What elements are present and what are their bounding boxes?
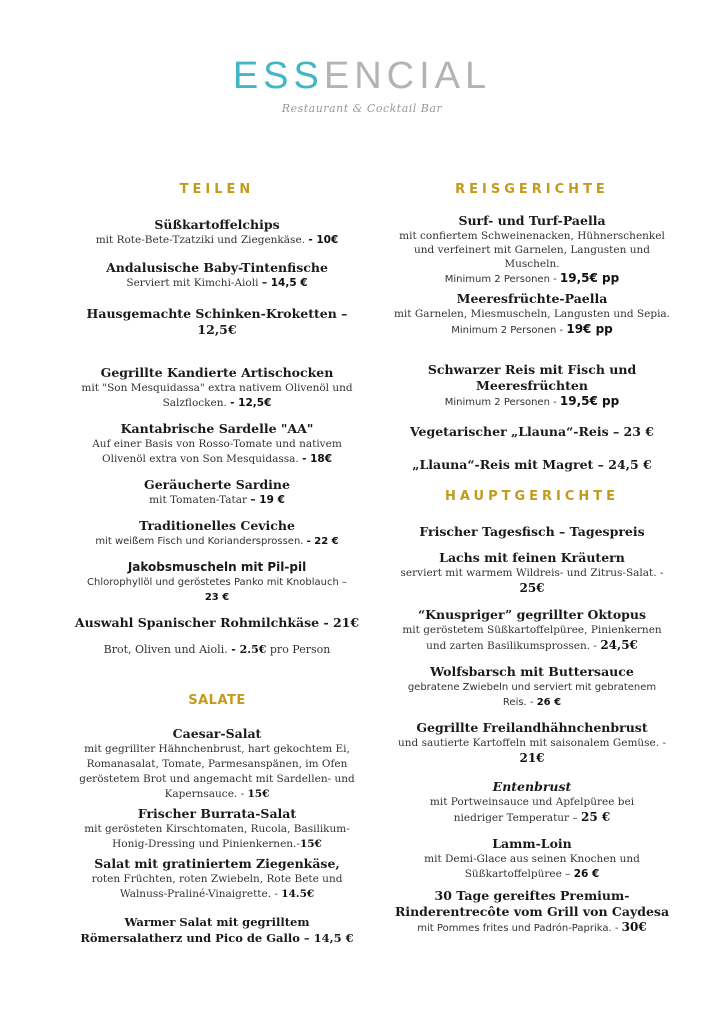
item-desc	[72, 233, 362, 248]
item-price: – 14,5 €	[261, 277, 308, 289]
item-name: Entenbrust	[492, 779, 572, 794]
item-name: Vegetarischer „Llauna“-Reis – 23 €	[409, 424, 655, 439]
item-name: Gegrillte Kandierte Artischocken	[100, 365, 334, 380]
item-name: Hausgemachte Schinken-Kroketten – 12,5€	[86, 306, 348, 337]
item-desc	[72, 276, 362, 291]
menu-item	[72, 260, 362, 291]
menu-item	[388, 524, 676, 540]
item-desc	[72, 437, 362, 467]
item-desc-text: mit geröstetem Süßkartoffelpüree, Pinienkernen und zarten Basilikumsprossen. -	[402, 624, 662, 652]
section-title-hauptgerichte: HAUPTGERICHTE	[444, 489, 620, 504]
item-price: 14.5€	[281, 888, 315, 900]
item-price: - 22 €	[306, 536, 339, 547]
item-desc-text: mit gerösteten Kirschtomaten, Rucola, Basilikum-Honig-Dressing und Pinienkernen.-	[84, 823, 350, 850]
right-column	[388, 182, 676, 936]
item-name: Surf- und Turf-Paella	[458, 213, 606, 228]
min-persons-text: Minimum 2 Personen -	[444, 274, 557, 285]
item-name: Auswahl Spanischer Rohmilchkäse - 21€	[74, 615, 360, 630]
menu-item	[72, 306, 362, 338]
menu-item	[72, 559, 362, 605]
min-persons-text: Minimum 2 Personen -	[444, 397, 557, 408]
menu-item	[388, 888, 676, 936]
item-desc-text: roten Früchten, roten Zwiebeln, Rote Bete und Walnuss-Praliné-Vinaigrette. -	[91, 873, 343, 900]
item-price: 26 €	[573, 868, 600, 880]
item-price: - 2.5€	[231, 643, 267, 656]
item-name: Lamm-Loin	[492, 836, 572, 851]
item-desc-text: mit "Son Mesquidassa" extra nativem Olivenöl und Salzflocken.	[81, 382, 353, 409]
item-desc-text: Auf einer Basis von Rosso-Tomate und nativem Olivenöl extra von Son Mesquidassa.	[92, 438, 342, 465]
item-price: - 18€	[302, 453, 333, 465]
menu-item	[72, 806, 362, 852]
item-name: 30 Tage gereiftes Premium-Rinderentrecôte vom Grill von Caydesa	[394, 888, 670, 919]
menu-item	[72, 477, 362, 508]
item-desc-text: Brot, Oliven und Aioli.	[103, 643, 228, 656]
menu-item	[388, 424, 676, 440]
item-price: - 10€	[308, 234, 339, 246]
item-name: Wolfsbarsch mit Buttersauce	[430, 664, 634, 679]
logo-subtitle: Restaurant & Cocktail Bar	[281, 102, 443, 115]
item-desc	[388, 852, 676, 882]
item-name: Warmer Salat mit gegrilltem Römersalatherz und Pico de Gallo – 14,5 €	[80, 915, 354, 945]
item-price: – 19 €	[250, 494, 285, 506]
item-desc	[388, 736, 676, 767]
menu-item	[72, 914, 362, 946]
menu-item	[72, 642, 362, 657]
item-price: 19,5€ pp	[559, 394, 620, 408]
item-price: 19€ pp	[566, 322, 613, 336]
item-desc	[72, 822, 362, 852]
item-desc-text: Serviert mit Kimchi-Aioli	[126, 277, 259, 289]
item-desc-text: Chlorophyllöl und geröstetes Panko mit Knoblauch –	[87, 577, 347, 588]
item-desc	[388, 623, 676, 654]
item-name: Frischer Burrata-Salat	[137, 806, 297, 821]
menu-item	[388, 720, 676, 767]
menu-item	[72, 615, 362, 631]
left-column	[72, 182, 362, 946]
item-name: Andalusische Baby-Tintenfische	[106, 260, 328, 275]
section-title-salate: SALATE	[188, 693, 246, 708]
item-desc	[72, 493, 362, 508]
item-min-persons	[388, 394, 676, 410]
item-name: Jakobsmuscheln mit Pil-pil	[127, 560, 307, 574]
item-desc: mit confiertem Schweinenacken, Hühnerschenkel und verfeinert mit Garnelen, Langusten und Muscheln.	[399, 230, 665, 270]
logo-accent-letters: ESS	[232, 55, 324, 97]
item-price: 24,5€	[600, 638, 638, 652]
item-name: Frischer Tagesfisch – Tagespreis	[419, 524, 645, 539]
menu-item	[72, 726, 362, 802]
item-desc	[388, 566, 676, 597]
restaurant-logo	[0, 56, 724, 115]
menu-item	[388, 779, 676, 826]
item-desc: mit Garnelen, Miesmuscheln, Langusten und Sepia.	[393, 308, 671, 320]
item-name: Geräucherte Sardine	[144, 477, 290, 492]
item-price: 21€	[519, 751, 545, 765]
item-min-persons	[388, 322, 676, 338]
item-price: 26 €	[536, 697, 562, 708]
section-title-teilen: TEILEN	[179, 182, 255, 197]
item-price: 23 €	[204, 592, 230, 603]
item-desc	[72, 381, 362, 411]
item-name: Caesar-Salat	[172, 726, 262, 741]
item-desc-text: mit Tomaten-Tatar	[149, 494, 248, 506]
menu-item	[72, 518, 362, 549]
item-desc	[388, 920, 676, 936]
menu-item	[388, 291, 676, 338]
item-desc	[72, 742, 362, 802]
item-price: 25€	[519, 581, 545, 595]
item-desc-text: und sautierte Kartoffeln mit saisonalem Gemüse. -	[398, 737, 666, 749]
item-desc-text: mit weißem Fisch und Koriandersprossen.	[95, 536, 304, 547]
item-price: - 12,5€	[230, 397, 272, 409]
menu-item	[72, 421, 362, 467]
menu-item	[388, 836, 676, 882]
menu-item	[388, 213, 676, 287]
item-desc-text: mit gegrillter Hähnchenbrust, hart gekochtem Ei, Romanasalat, Tomate, Parmesanspänen, im Ofen geröstetem Brot und angemacht mit Sardellen- und Kapernsauce. -	[79, 743, 355, 800]
section-title-reisgerichte: REISGERICHTE	[455, 182, 609, 197]
menu-item	[388, 457, 676, 473]
item-desc	[388, 680, 676, 710]
menu-item	[72, 217, 362, 248]
logo-rest-letters: ENCIAL	[323, 55, 492, 97]
item-desc-text: mit Demi-Glace aus seinen Knochen und Süßkartoffelpüree –	[424, 853, 640, 880]
item-desc	[72, 872, 362, 902]
item-name: Süßkartoffelchips	[154, 217, 280, 232]
min-persons-text: Minimum 2 Personen -	[451, 325, 564, 336]
item-desc-text: serviert mit warmem Wildreis- und Zitrus-Salat. -	[400, 567, 664, 579]
menu-item	[388, 664, 676, 710]
item-name: Schwarzer Reis mit Fisch und Meeresfrüchten	[427, 362, 637, 393]
item-name: Traditionelles Ceviche	[139, 518, 295, 533]
logo-wordmark	[0, 56, 724, 96]
item-min-persons	[388, 271, 676, 287]
item-desc-text: mit Rote-Bete-Tzatziki und Ziegenkäse.	[95, 234, 305, 246]
item-name: „Llauna“-Reis mit Magret – 24,5 €	[412, 457, 652, 472]
item-price: 30€	[621, 920, 647, 934]
menu-item	[72, 856, 362, 902]
item-name: Kantabrische Sardelle "AA"	[120, 421, 314, 436]
item-desc	[72, 575, 362, 605]
menu-item	[388, 550, 676, 597]
item-desc	[72, 642, 362, 657]
item-name: Meeresfrüchte-Paella	[456, 291, 608, 306]
item-price: 19,5€ pp	[559, 271, 620, 285]
menu-item	[388, 607, 676, 654]
item-desc-text: gebratene Zwiebeln und serviert mit gebratenem Reis. -	[407, 682, 657, 708]
item-desc-text: mit Portweinsauce und Apfelpüree bei niedriger Temperatur –	[429, 796, 635, 824]
item-name: Lachs mit feinen Kräutern	[439, 550, 625, 565]
item-desc	[388, 795, 676, 826]
item-price-suffix: pro Person	[269, 643, 331, 656]
item-desc-text: mit Pommes frites und Padrón-Paprika. -	[417, 923, 619, 934]
item-name: Gegrillte Freilandhähnchenbrust	[416, 720, 648, 735]
item-price: 25 €	[581, 810, 611, 824]
item-name: “Knuspriger” gegrillter Oktopus	[417, 607, 647, 622]
item-price: 15€	[247, 788, 270, 800]
item-desc	[72, 534, 362, 549]
menu-item	[72, 365, 362, 411]
item-name: Salat mit gratiniertem Ziegenkäse,	[94, 856, 340, 871]
menu-item	[388, 362, 676, 410]
item-price: 15€	[299, 838, 322, 850]
